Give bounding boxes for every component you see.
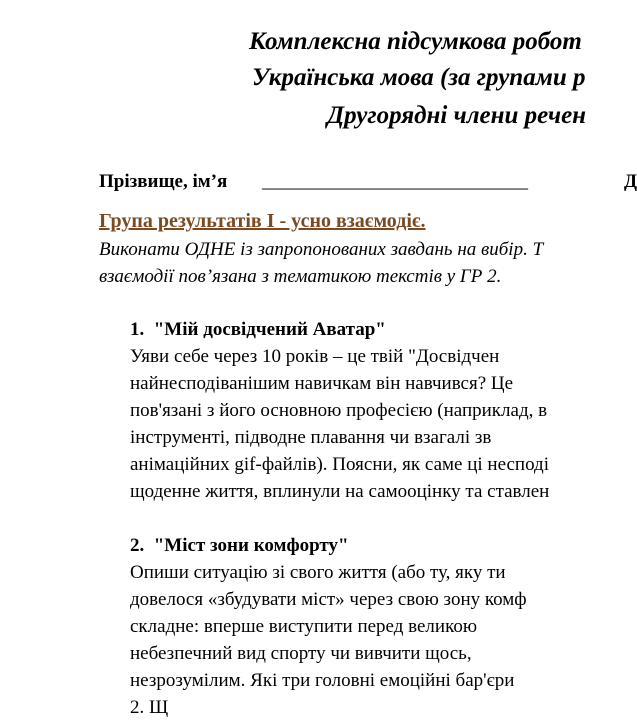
task-1-heading [130,316,386,343]
task-1-line-2: найнесподіванішим навичкам він навчився? Це [130,373,514,394]
task-1-line-6: щоденне життя, вплинули на самооцінку та ставлен [130,481,550,502]
task-2-line-4: небезпечний вид спорту чи вивчити щось, [130,643,472,664]
task-1-line-3: пов'язані з його основною професією (наприклад, в [130,400,548,421]
task-2-line-6: 2. Щ [130,697,169,718]
task-2-number: 2. [130,535,145,556]
instruction-line-1: Виконати ОДНЕ із запропонованих завдань на вибір. Т [99,239,544,260]
title-line-2: Українська мова (за групами р [252,64,586,91]
task-1-line-5: анімаційних gif-файлів). Поясни, як саме ці несподі [130,454,549,475]
task-1-title: "Мій досвідчений Аватар" [153,319,386,340]
task-2-line-2: довелося «збудувати міст» через свою зону комф [130,589,527,610]
task-2-line-1: Опиши ситуацію зі свого життя (або ту, яку ти [130,562,506,583]
group-heading: Група результатів І - усно взаємодіє. [99,210,426,232]
task-1-number: 1. [130,319,145,340]
task-1-line-1: Уяви себе через 10 років – це твій "Досвідчен [130,346,500,367]
title-line-3: Другорядні члени речен [327,102,587,129]
task-2-title: "Міст зони комфорту" [153,535,349,556]
task-2-line-5: незрозумілим. Які три головні емоційні бар'єри [130,670,515,691]
task-1-line-4: інструменті, підводне плавання чи взагалі зв [130,427,492,448]
task-2-line-3: складне: вперше виступити перед великою [130,616,478,637]
right-label: Д [624,171,637,192]
instruction-line-2: взаємодії пов’язана з тематикою текстів у ГР 2. [99,266,502,287]
name-blank: ____________________________ [262,171,528,192]
title-line-1: Комплексна підсумкова робот [249,28,582,55]
name-label: Прізвище, ім’я [99,171,228,192]
task-2-heading [130,532,349,559]
